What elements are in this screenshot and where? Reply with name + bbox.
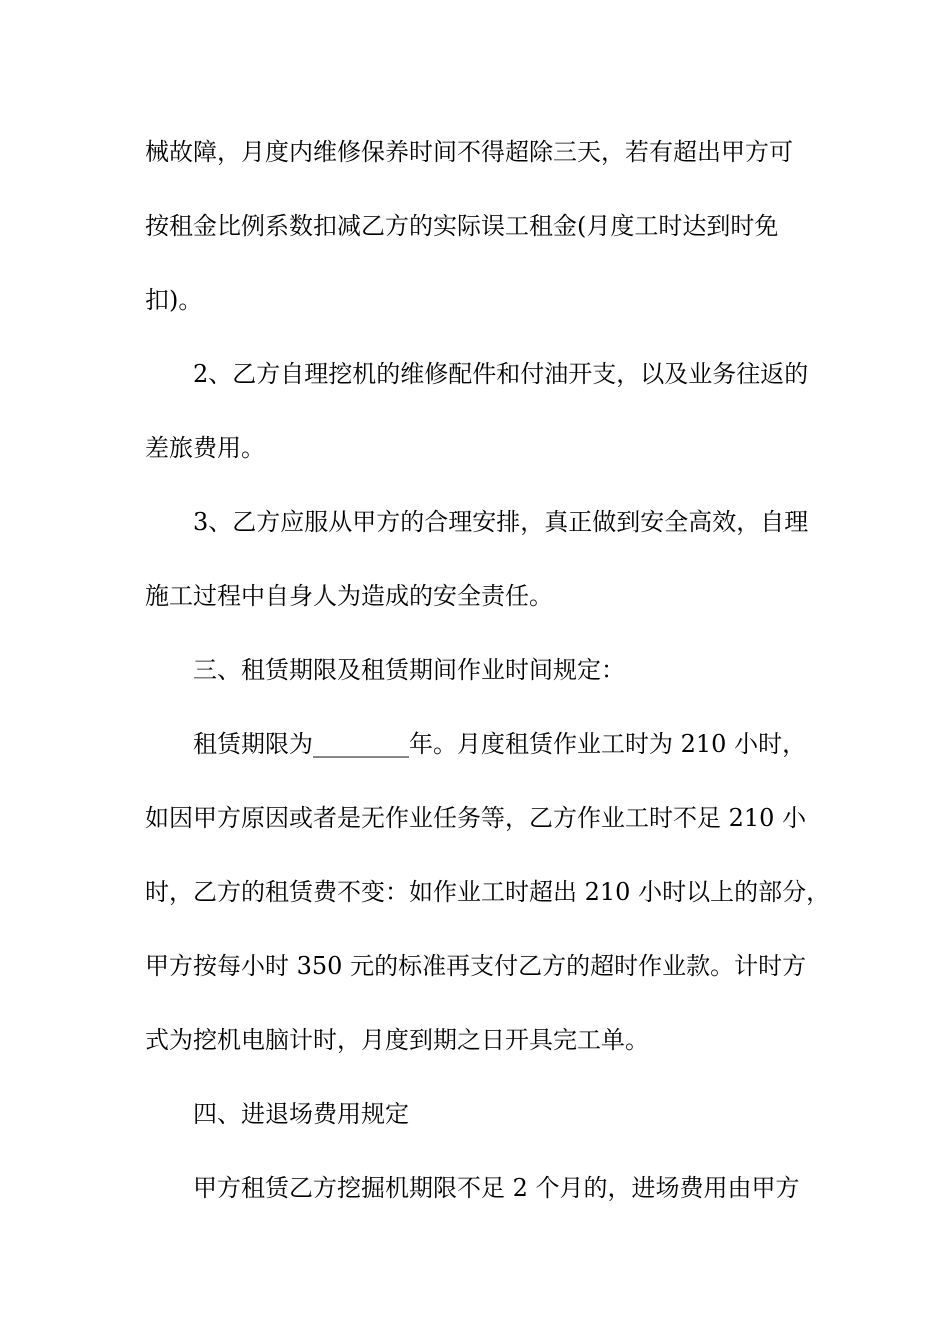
text-line: 甲方租赁乙方挖掘机期限不足 2 个月的，进场费用由甲方 (193, 1174, 800, 1202)
text-line: 式为挖机电脑计时，月度到期之日开具完工单。 (145, 1026, 649, 1054)
text-line: 施工过程中自身人为造成的安全责任。 (145, 582, 553, 610)
section-heading: 四、进退场费用规定 (193, 1100, 409, 1128)
text-line: 如因甲方原因或者是无作业任务等，乙方作业工时不足 210 小 (145, 804, 807, 832)
text-line: 扣)。 (145, 286, 203, 314)
text-line: 按租金比例系数扣减乙方的实际误工租金(月度工时达到时免 (145, 212, 779, 240)
text-line: 时，乙方的租赁费不变：如作业工时超出 210 小时以上的部分， (145, 878, 831, 906)
text-line: 差旅费用。 (145, 434, 265, 462)
text-line: 甲方按每小时 350 元的标准再支付乙方的超时作业款。计时方 (145, 952, 807, 980)
text-line: 3、乙方应服从甲方的合理安排，真正做到安全高效，自理 (193, 508, 809, 536)
text-line: 2、乙方自理挖机的维修配件和付油开支，以及业务往返的 (193, 360, 809, 388)
text-line: 械故障，月度内维修保养时间不得超除三天，若有超出甲方可 (145, 138, 793, 166)
section-heading: 三、租赁期限及租赁期间作业时间规定： (193, 656, 625, 684)
text-line: 租赁期限为________年。月度租赁作业工时为 210 小时， (193, 730, 807, 758)
